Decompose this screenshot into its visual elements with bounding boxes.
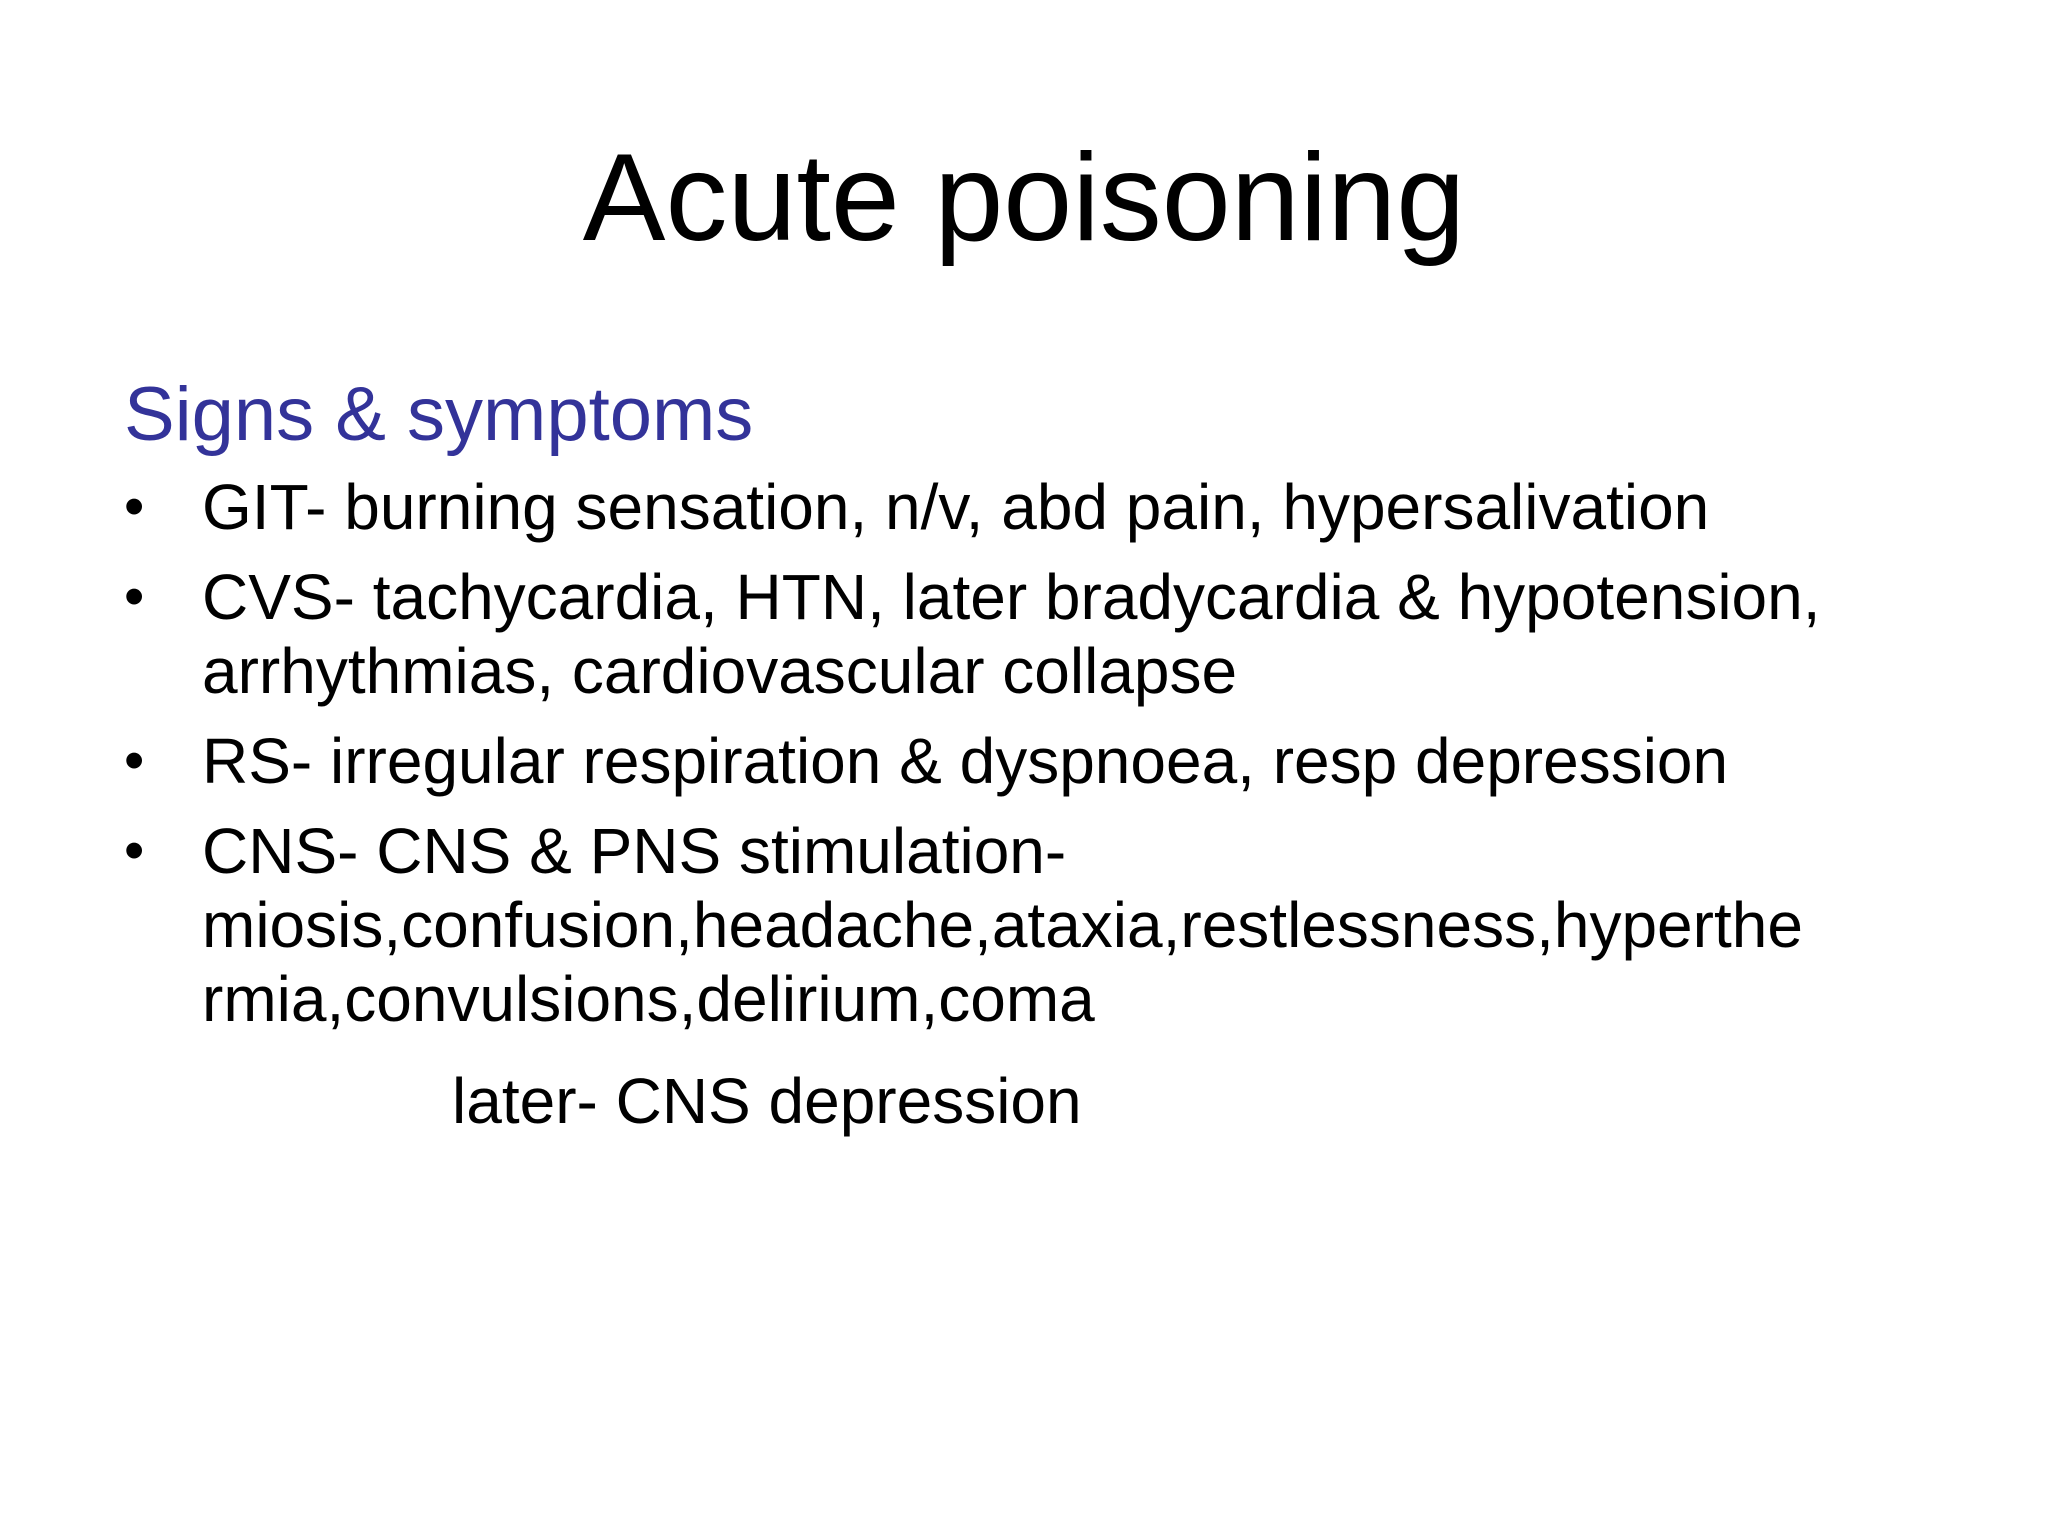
bullet-text: arrhythmias, cardiovascular collapse: [202, 635, 1238, 707]
bullet-text: rmia,convulsions,delirium,coma: [202, 963, 1095, 1035]
bullet-icon: •: [124, 564, 145, 629]
bullet-text: GIT- burning sensation, n/v, abd pain, hypersalivation: [202, 471, 1710, 543]
section-heading: Signs & symptoms: [124, 372, 754, 457]
bullet-icon: •: [124, 728, 145, 793]
bullet-item-git: [124, 470, 1984, 544]
bullet-text: CNS- CNS & PNS stimulation-: [202, 815, 1067, 887]
bullet-item-rs: [124, 724, 1984, 798]
bullet-item-cns: [124, 814, 1984, 1036]
bullet-text: miosis,confusion,headache,ataxia,restlessness,hyperthe: [202, 889, 1803, 961]
slide-title: Acute poisoning: [582, 129, 1466, 267]
cns-later-note: later- CNS depression: [452, 1065, 1082, 1137]
bullet-text: CVS- tachycardia, HTN, later bradycardia & hypotension,: [202, 561, 1821, 633]
bullet-item-cvs: [124, 560, 1984, 708]
bullet-list: [124, 470, 1984, 1052]
bullet-text: RS- irregular respiration & dyspnoea, resp depression: [202, 725, 1729, 797]
bullet-icon: •: [124, 818, 145, 883]
bullet-icon: •: [124, 474, 145, 539]
